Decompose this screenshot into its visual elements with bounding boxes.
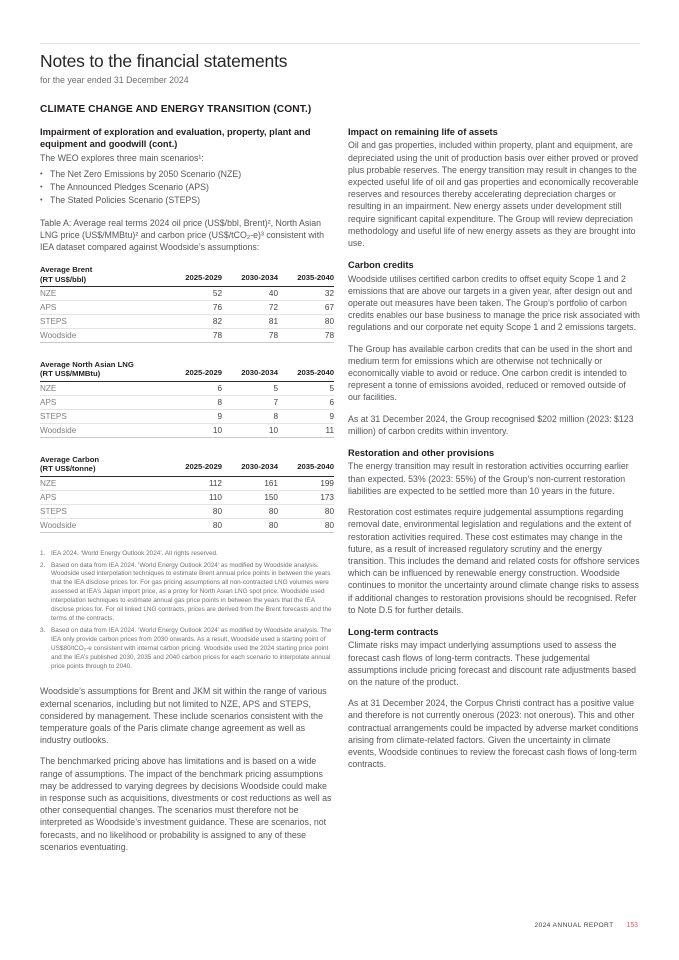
section-heading-remaining-life: Impact on remaining life of assets — [348, 127, 498, 137]
list-item-text: The Net Zero Emissions by 2050 Scenario (NZE) — [50, 169, 242, 180]
top-divider — [40, 43, 640, 44]
table-caption: Table A: Average real terms 2024 oil price (US$/bbl, Brent)², North Asian LNG price (US$/MMBtu)² and carbon price (US$/tCO₂-e)³ consistent with IEA dataset compared against Woodside’s assumptions: — [40, 217, 325, 253]
footnote — [40, 562, 334, 624]
cell-value: 7 — [273, 397, 278, 407]
table-title — [40, 360, 166, 379]
table-row — [40, 491, 334, 505]
page-content — [40, 43, 640, 862]
row-label: Woodside — [40, 331, 77, 341]
cell-value: 5 — [329, 383, 334, 393]
table-title-line1: Average Carbon — [40, 454, 100, 464]
body-paragraph: Climate risks may impact underlying assumptions used to assess the forecast cash flows of long-term contracts. These judgemental assumptions include pricing forecast and discount rate adjustments based on the nature of the product. — [348, 640, 637, 687]
row-label: NZE — [40, 289, 57, 299]
body-paragraph: The Group has available carbon credits that can be used in the short and medium term for emissions which are otherwise not technically or economically viable to avoid or reduce. One carbon credit is intended to represent a tonne of emissions avoided, reduced or removed outside of our facilities. — [348, 343, 633, 403]
body-paragraph: Restoration cost estimates require judgemental assumptions regarding removal date, environmental legislation and regulations and the extent of restoration activities required. These cost estimates may change in the future, as a result of increased regulatory scrutiny and the energy transition. This includes the demand and related costs for offshore services which can be influenced by renewable energy construction. Woodside continues to monitor the uncertainty around climate change risks to assess if additional changes to restoration provisions should be recognised. Refer to Note D.5 for further details. — [348, 507, 640, 615]
cell-value: 40 — [268, 289, 278, 299]
list-item-text: The Stated Policies Scenario (STEPS) — [50, 195, 201, 206]
cell-value: 11 — [325, 425, 334, 435]
footnote-number: 1. — [40, 549, 46, 557]
section-title: CLIMATE CHANGE AND ENERGY TRANSITION (CONT.) — [40, 104, 312, 115]
column-header: 2030-2034 — [241, 367, 278, 377]
table-title-line2: (RT US$/bbl) — [40, 274, 87, 284]
table-header — [40, 455, 334, 477]
cell-value: 80 — [324, 506, 334, 516]
cell-value: 80 — [268, 506, 278, 516]
column-header: 2035-2040 — [297, 272, 334, 282]
column-header: 2025-2029 — [185, 272, 222, 282]
section-heading-restoration: Restoration and other provisions — [348, 448, 495, 459]
table-title-line2: (RT US$/tonne) — [40, 464, 96, 474]
right-column — [348, 126, 640, 862]
column-header: 2030-2034 — [241, 462, 278, 472]
cell-value: 52 — [212, 289, 222, 299]
cell-value: 80 — [212, 520, 222, 530]
cell-value: 78 — [324, 331, 334, 341]
cell-value: 110 — [208, 492, 222, 502]
table-row — [40, 287, 334, 301]
left-column — [40, 126, 334, 862]
table-header — [40, 360, 334, 382]
page-subtitle: for the year ended 31 December 2024 — [40, 75, 189, 85]
table-row — [40, 301, 334, 315]
table-row — [40, 396, 334, 410]
row-label: STEPS — [40, 317, 67, 327]
table-row — [40, 329, 334, 343]
cell-value: 112 — [208, 478, 222, 488]
row-label: STEPS — [40, 411, 67, 421]
bullet-icon: • — [40, 169, 43, 179]
cell-value: 161 — [264, 478, 278, 488]
scenario-list — [40, 168, 334, 207]
column-header: 2035-2040 — [297, 462, 334, 472]
column-header: 2025-2029 — [185, 462, 222, 472]
cell-value: 78 — [268, 331, 278, 341]
cell-value: 9 — [217, 411, 222, 421]
table-row — [40, 410, 334, 424]
section-heading-long-term-contracts: Long-term contracts — [348, 626, 439, 637]
column-header: 2030-2034 — [241, 272, 278, 282]
row-label: NZE — [40, 383, 57, 393]
footnote — [40, 627, 334, 672]
report-name-label: 2024 ANNUAL REPORT — [534, 922, 614, 929]
row-label: APS — [40, 303, 57, 313]
table-row — [40, 424, 334, 438]
table-average-lng — [40, 360, 334, 438]
table-row — [40, 477, 334, 491]
body-paragraph: The energy transition may result in restoration activities occurring earlier than expected. 53% (2023: 55%) of the Group’s non-current restoration liabilities are expected to be settled more than 10 years in the future. — [348, 461, 629, 496]
cell-value: 6 — [329, 397, 334, 407]
footnote-text: Based on data from IEA 2024. ‘World Energy Outlook 2024’ as modified by Woodside analysis. Woodside used interpolation techniques to estimate Brent annual price points in between the years that the IEA disclose prices for. For gas pricing assumptions all non-contracted LNG volumes were assessed at IEA’s Japan import price, as a proxy for North Asian LNG spot price. Woodside used interpolation techniques to estimate annual gas price points in between the years that the IEA disclose prices for. For oil linked LNG contracts, prices are derived from the Brent forecasts and the terms of the contracts. — [51, 561, 332, 623]
two-column-layout — [40, 126, 640, 862]
cell-value: 78 — [212, 331, 222, 341]
body-paragraph: Oil and gas properties, included within property, plant and equipment, are depreciated using the unit of production basis over either proved or proved plus probable reserves. The energy transition may result in changes to the expected useful life of oil and gas properties and economically recoverable reserves and resources thereby accelerating depreciation charges or resulting in an impairment. New energy assets under development still require significant capital expenditure. The Group will review depreciation methodology and useful life of new energy assets as they are brought into use. — [348, 140, 639, 249]
cell-value: 81 — [268, 317, 278, 327]
row-label: STEPS — [40, 506, 67, 516]
footnote-text: IEA 2024. ‘World Energy Outlook 2024’. All rights reserved. — [51, 549, 218, 557]
table-title — [40, 455, 166, 474]
table-row — [40, 315, 334, 329]
intro-text: The WEO explores three main scenarios¹: — [40, 152, 204, 163]
row-label: NZE — [40, 478, 57, 488]
page-number: 153 — [626, 922, 638, 929]
table-average-carbon — [40, 455, 334, 533]
body-paragraph: The benchmarked pricing above has limitations and is based on a wide range of assumptions. The impact of the benchmark pricing assumptions may be addressed to varying degrees by decisions Woodside could make in response such as acquisitions, divestments or cost reductions as well as other consequential changes. The scenarios must therefore not be interpreted as Woodside’s investment guidance. These are scenarios, not forecasts, and no likelihood or probability is assigned to any of these scenarios eventuating. — [40, 756, 332, 852]
body-paragraph: As at 31 December 2024, the Corpus Christi contract has a positive value and therefore is not currently onerous (2023: not onerous). This and other contractual arrangements could be impacted by adverse market conditions arising from climate-related factors. Given the uncertainty in climate events, Woodside continues to review the forecast cash flows of long-term contracts. — [348, 698, 639, 770]
cell-value: 10 — [212, 425, 222, 435]
table-title-line1: Average North Asian LNG — [40, 360, 134, 370]
body-paragraph: Woodside’s assumptions for Brent and JKM sit within the range of various external scenarios, including but not limited to NZE, APS and STEPS, considered by management. These include scenarios consistent with the temperature goals of the Paris climate change agreement as well as industry outlooks. — [40, 686, 327, 746]
column-header: 2035-2040 — [297, 367, 334, 377]
cell-value: 8 — [217, 397, 222, 407]
page-footer — [534, 922, 638, 929]
table-title-line1: Average Brent — [40, 265, 93, 275]
cell-value: 80 — [268, 520, 278, 530]
cell-value: 76 — [212, 303, 222, 313]
footnote-number: 3. — [40, 626, 46, 634]
subsection-heading-impairment: Impairment of exploration and evaluation, property, plant and equipment and goodwill (cont.) — [40, 127, 311, 150]
list-item — [40, 168, 334, 180]
cell-value: 199 — [320, 478, 334, 488]
cell-value: 72 — [268, 303, 278, 313]
cell-value: 173 — [320, 492, 334, 502]
table-row — [40, 382, 334, 396]
cell-value: 32 — [324, 289, 334, 299]
row-label: Woodside — [40, 425, 77, 435]
cell-value: 8 — [273, 411, 278, 421]
table-title-line2: (RT US$/MMBtu) — [40, 369, 101, 379]
list-item-text: The Announced Pledges Scenario (APS) — [50, 182, 209, 193]
cell-value: 5 — [273, 383, 278, 393]
section-heading-carbon-credits: Carbon credits — [348, 260, 414, 271]
bullet-icon: • — [40, 182, 43, 192]
table-row — [40, 505, 334, 519]
footnote-number: 2. — [40, 561, 46, 569]
footnote — [40, 550, 334, 559]
page-title: Notes to the financial statements — [40, 51, 288, 71]
table-row — [40, 519, 334, 533]
row-label: APS — [40, 492, 57, 502]
cell-value: 80 — [212, 506, 222, 516]
cell-value: 67 — [324, 303, 334, 313]
row-label: Woodside — [40, 520, 77, 530]
table-title — [40, 265, 166, 284]
table-header — [40, 265, 334, 287]
footnote-text: Based on data from IEA 2024. ‘World Energy Outlook 2024’ as modified by Woodside analysis. The IEA only provide carbon prices from 2030 onwards. As a result, Woodside used a starting point of US$80/tCO₂-e consistent with internal carbon pricing. Woodside used the 2024 starting price point and the IEA’s published 2030, 2035 and 2040 carbon prices for each scenario to interpolate annual price points through to 2040. — [51, 626, 332, 670]
cell-value: 10 — [268, 425, 278, 435]
footnotes — [40, 550, 334, 672]
cell-value: 82 — [212, 317, 222, 327]
cell-value: 9 — [329, 411, 334, 421]
cell-value: 6 — [217, 383, 222, 393]
list-item — [40, 194, 334, 206]
body-paragraph: Woodside utilises certified carbon credits to offset equity Scope 1 and 2 emissions that are above our targets in a given year, after design out and operate out measures have been taken. The Group’s portfolio of carbon credits enables our base business to manage the price risk associated with regulations and our corporate net equity Scope 1 and 2 emissions targets. — [348, 273, 640, 333]
body-paragraph: As at 31 December 2024, the Group recognised $202 million (2023: $123 million) of carbon credits within inventory. — [348, 413, 634, 436]
table-average-brent — [40, 265, 334, 343]
column-header: 2025-2029 — [185, 367, 222, 377]
cell-value: 80 — [324, 317, 334, 327]
cell-value: 80 — [324, 520, 334, 530]
row-label: APS — [40, 397, 57, 407]
cell-value: 150 — [264, 492, 278, 502]
bullet-icon: • — [40, 195, 43, 205]
list-item — [40, 181, 334, 193]
